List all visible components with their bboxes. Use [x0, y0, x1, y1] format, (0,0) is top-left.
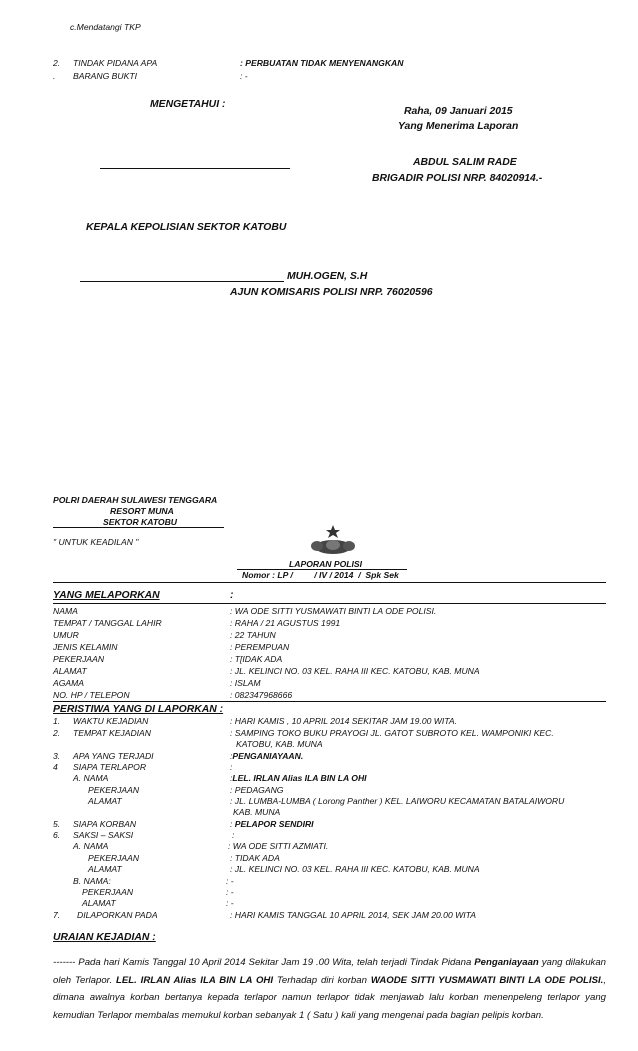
incident-value-what-colon: :	[230, 751, 233, 761]
reporter-label-religion: AGAMA	[53, 678, 85, 688]
procedure-line-c: c.Mendatangi TKP	[70, 22, 141, 32]
reporter-value-name: : WA ODE SITTI YUSMAWATI BINTI LA ODE POLISI.	[230, 606, 437, 616]
incident-heading: PERISTIWA YANG DI LAPORKAN :	[53, 704, 224, 715]
incident-num-1: 1.	[53, 716, 61, 726]
motto: " UNTUK KEADILAN "	[53, 537, 139, 547]
incident-value-victim-colon: :	[230, 819, 233, 829]
item-3-number: .	[53, 71, 56, 81]
reporter-label-address: ALAMAT	[53, 666, 87, 676]
item-2-value: : PERBUATAN TIDAK MENYENANGKAN	[240, 58, 404, 68]
reporter-heading-colon: :	[230, 590, 234, 601]
reporter-value-address: : JL. KELINCI NO. 03 KEL. RAHA III KEC. KATOBU, KAB. MUNA	[230, 666, 480, 676]
org-line-3: SEKTOR KATOBU	[103, 517, 178, 527]
reporter-value-job: : T[IDAK ADA	[230, 654, 283, 664]
witness-b-name-label: B. NAMA:	[73, 876, 111, 886]
incident-num-2: 2.	[53, 728, 61, 738]
reporter-value-gender: : PEREMPUAN	[230, 642, 290, 652]
narrative-bold-3: WAODE SITTI YUSMAWATI BINTI LA ODE POLISI.	[370, 974, 604, 986]
reporter-value-age: : 22 TAHUN	[230, 630, 276, 640]
reporter-label-age: UMUR	[53, 630, 79, 640]
narrative-text-3: Terhadap diri korban	[273, 974, 371, 986]
incident-label-witnesses: SAKSI – SAKSI	[73, 830, 134, 840]
incident-num-6: 6.	[53, 830, 61, 840]
item-2-label: TINDAK PIDANA APA	[73, 58, 158, 68]
incident-label-victim: SIAPA KORBAN	[73, 819, 137, 829]
incident-label-reported: DILAPORKAN PADA	[77, 910, 158, 920]
item-3-label: BARANG BUKTI	[73, 71, 137, 81]
witness-b-job-label: PEKERJAAN	[82, 887, 134, 897]
incident-value-place-2: KATOBU, KAB. MUNA	[236, 739, 323, 749]
suspect-name-value	[230, 773, 367, 783]
incident-num-4: 4	[53, 762, 58, 772]
suspect-address-value-2: KAB. MUNA	[233, 807, 281, 817]
narrative-text-1: ------- Pada hari Kamis Tanggal 10 April 2014 Sekitar Jam 19 .00 Wita, telah terjadi Tindak Pidana	[53, 957, 475, 968]
incident-value-place: : SAMPING TOKO BUKU PRAYOGI JL. GATOT SUBROTO KEL. WAMPONIKI KEC.	[230, 728, 554, 738]
incident-label-place: TEMPAT KEJADIAN	[73, 728, 151, 738]
witness-a-job-label: PEKERJAAN	[88, 853, 140, 863]
incident-label-suspect: SIAPA TERLAPOR	[73, 762, 147, 772]
narrative-bold-1: Penganiayaan	[474, 957, 539, 968]
incident-value-what-text: PENGANIAYAAN.	[232, 751, 304, 761]
incident-num-3: 3.	[53, 751, 61, 761]
receiver-name: ABDUL SALIM RADE	[413, 157, 517, 168]
incident-value-victim	[230, 819, 314, 829]
kapolsek-name: MUH.OGEN, S.H	[287, 271, 368, 282]
suspect-name-text: LEL. IRLAN Alias ILA BIN LA OHI	[232, 773, 367, 783]
suspect-job-value: : PEDAGANG	[230, 785, 284, 795]
narrative-bold-2: LEL. IRLAN Alias ILA BIN LA OHI	[116, 974, 274, 986]
org-underline	[53, 527, 224, 528]
suspect-address-value: : JL. LUMBA-LUMBA ( Lorong Panther ) KEL. LAIWORU KECAMATAN BATALAIWORU	[230, 796, 565, 806]
witness-a-address-value: : JL. KELINCI NO. 03 KEL. RAHA III KEC. KATOBU, KAB. MUNA	[230, 864, 480, 874]
kapolsek-title: KEPALA KEPOLISIAN SEKTOR KATOBU	[86, 222, 287, 233]
narrative-text-2: yang dilakukan oleh Terlapor.	[53, 957, 606, 986]
reporter-label-job: PEKERJAAN	[53, 654, 105, 664]
mengetahui-label: MENGETAHUI :	[150, 99, 226, 110]
org-line-2: RESORT MUNA	[110, 506, 174, 516]
incident-label-what: APA YANG TERJADI	[73, 751, 154, 761]
doc-number: Nomor : LP / / IV / 2014 / Spk Sek	[242, 570, 399, 580]
place-date: Raha, 09 Januari 2015	[404, 106, 513, 117]
incident-num-5: 5.	[53, 819, 61, 829]
reporter-value-birth: : RAHA / 21 AGUSTUS 1991	[230, 618, 341, 628]
incident-label-time: WAKTU KEJADIAN	[73, 716, 149, 726]
item-3-value: : -	[240, 71, 248, 81]
header-separator	[53, 582, 606, 583]
narrative-heading: URAIAN KEJADIAN :	[53, 932, 156, 943]
signature-line-kapolsek	[80, 281, 284, 282]
suspect-job-label: PEKERJAAN	[88, 785, 140, 795]
item-2-number: 2.	[53, 58, 61, 68]
incident-num-7: 7.	[53, 910, 61, 920]
reporter-label-gender: JENIS KELAMIN	[53, 642, 118, 652]
incident-value-what	[230, 751, 303, 761]
suspect-name-label: A. NAMA	[73, 773, 109, 783]
narrative-paragraph	[53, 954, 606, 1024]
witness-a-name-label: A. NAMA	[73, 841, 109, 851]
witness-b-job-value: : -	[226, 887, 234, 897]
reporter-heading: YANG MELAPORKAN	[53, 590, 160, 601]
witness-b-name-value: : -	[226, 876, 234, 886]
incident-value-suspect: :	[230, 762, 233, 772]
doc-title: LAPORAN POLISI	[289, 559, 363, 569]
witness-a-address-label: ALAMAT	[88, 864, 122, 874]
suspect-address-label: ALAMAT	[88, 796, 122, 806]
reporter-value-religion: : ISLAM	[230, 678, 261, 688]
witness-a-name-value: : WA ODE SITTI AZMIATI.	[228, 841, 329, 851]
reporter-label-birth: TEMPAT / TANGGAL LAHIR	[53, 618, 162, 628]
incident-value-victim-text: PELAPOR SENDIRI	[234, 819, 314, 829]
incident-value-witnesses: :	[232, 830, 235, 840]
signature-line-left	[100, 168, 290, 169]
incident-value-time: : HARI KAMIS , 10 APRIL 2014 SEKITAR JAM 19.00 WITA.	[230, 716, 458, 726]
receiver-rank: BRIGADIR POLISI NRP. 84020914.-	[372, 173, 543, 184]
reporter-label-phone: NO. HP / TELEPON	[53, 690, 130, 700]
suspect-name-colon: :	[230, 773, 233, 783]
police-emblem-icon	[303, 523, 363, 555]
reporter-label-name: NAMA	[53, 606, 78, 616]
reporter-value-phone: : 082347968666	[230, 690, 293, 700]
incident-value-reported: : HARI KAMIS TANGGAL 10 APRIL 2014, SEK JAM 20.00 WITA	[230, 910, 476, 920]
witness-b-address-label: ALAMAT	[82, 898, 116, 908]
witness-a-job-value: : TIDAK ADA	[230, 853, 280, 863]
reporter-separator	[53, 603, 606, 604]
witness-b-address-value: : -	[226, 898, 234, 908]
reporter-bottom-separator	[53, 701, 606, 702]
receiver-title: Yang Menerima Laporan	[398, 121, 519, 132]
narrative-text-4: , dimana awalnya korban bertanya kepada terlapor namun terlapor tidak menjawab lalu korban menenpeleng terlapor yang kemudian Terlapor membalas memukul korban sebanyak 1 ( Satu ) kali yang mengenai pada bagian pelipis korban.	[53, 974, 606, 1021]
org-line-1: POLRI DAERAH SULAWESI TENGGARA	[53, 495, 218, 505]
kapolsek-rank: AJUN KOMISARIS POLISI NRP. 76020596	[230, 287, 433, 298]
